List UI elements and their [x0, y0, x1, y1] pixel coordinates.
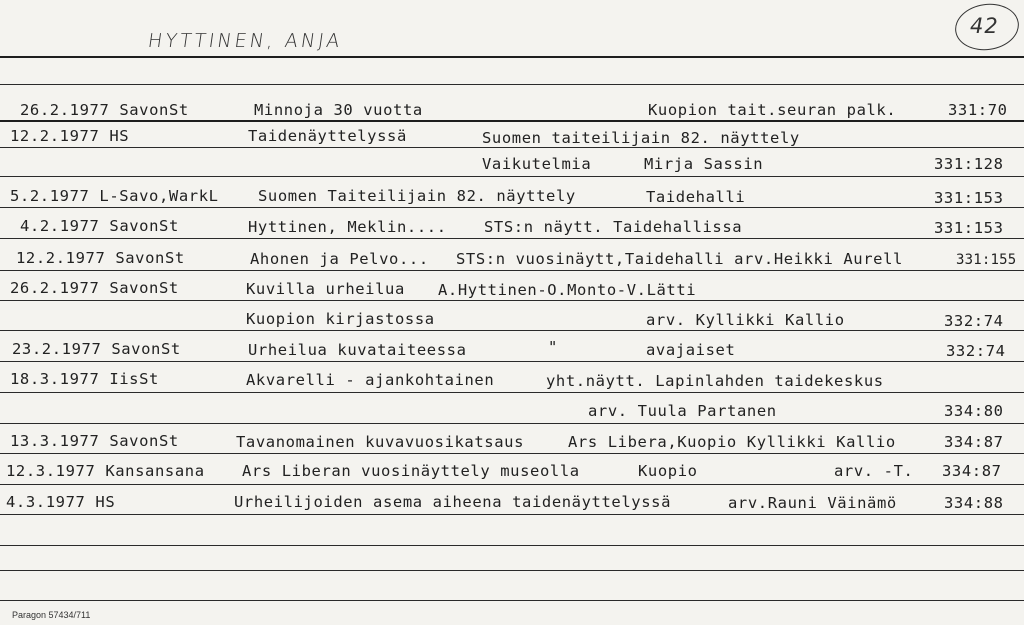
entry-ref: 334:88 — [944, 494, 1004, 512]
rule-line — [0, 361, 1024, 362]
entry-title: Hyttinen, Meklin.... — [248, 218, 447, 236]
printer-imprint: Paragon 57434/711 — [12, 610, 91, 620]
rule-line — [0, 84, 1024, 85]
entry-ref: 331:153 — [934, 189, 1004, 207]
entry-title: Urheilijoiden asema aiheena taidenäyttelyssä — [234, 493, 671, 511]
entry-note: Kuopion tait.seuran palk. — [648, 101, 897, 119]
rule-line — [0, 514, 1024, 515]
entry-date: 26.2.1977 SavonSt — [20, 101, 189, 119]
entry-date: 4.2.1977 SavonSt — [20, 217, 179, 235]
entry-note: Taidehalli — [646, 188, 746, 206]
entry-title: Ars Liberan vuosinäyttely museolla — [242, 462, 580, 480]
entry-date: 12.2.1977 SavonSt — [16, 249, 185, 267]
entry-note: arv. Kyllikki Kallio — [646, 311, 845, 329]
entry-title: Ahonen ja Pelvo... — [250, 250, 429, 268]
rule-line — [0, 176, 1024, 177]
entry-title: Minnoja 30 vuotta — [254, 101, 423, 119]
card-number: 42 — [970, 14, 999, 38]
entry-date: 5.2.1977 L-Savo,WarkL — [10, 187, 219, 205]
entry-ref: 331:155 — [956, 252, 1017, 268]
entry-title: Taidenäyttelyssä — [248, 127, 407, 145]
entry-note-2: arv. -T. — [834, 462, 914, 480]
rule-line — [0, 56, 1024, 58]
entry-note: arv.Rauni Väinämö — [728, 494, 897, 512]
entry-note: STS:n vuosinäytt,Taidehalli arv.Heikki Aurell — [456, 250, 903, 268]
rule-line — [0, 570, 1024, 571]
entry-title: Kuopion kirjastossa — [246, 310, 435, 328]
entry-note: arv. Tuula Partanen — [588, 402, 777, 420]
entry-note: Ars Libera,Kuopio Kyllikki Kallio — [568, 433, 896, 451]
ditto-mark: " — [548, 338, 558, 356]
rule-line — [0, 238, 1024, 239]
entry-date: 26.2.1977 SavonSt — [10, 279, 179, 297]
entry-date: 12.2.1977 HS — [10, 127, 130, 145]
entry-ref: 331:70 — [948, 101, 1008, 119]
rule-line — [0, 392, 1024, 393]
rule-line — [0, 300, 1024, 301]
entry-title: Tavanomainen kuvavuosikatsaus — [236, 433, 525, 451]
rule-line — [0, 120, 1024, 122]
entry-note-2: Mirja Sassin — [644, 155, 764, 173]
entry-note: Suomen taiteilijain 82. näyttely — [482, 129, 800, 147]
entry-date: 18.3.1977 IisSt — [10, 370, 159, 388]
entry-note: Vaikutelmia — [482, 155, 592, 173]
entry-title: Akvarelli - ajankohtainen — [246, 371, 495, 389]
entry-ref: 334:87 — [944, 433, 1004, 451]
rule-line — [0, 147, 1024, 148]
entry-ref: 332:74 — [944, 312, 1004, 330]
entry-ref: 331:153 — [934, 219, 1004, 237]
entry-date: 12.3.1977 Kansansana — [6, 462, 205, 480]
entry-note: Kuopio — [638, 462, 698, 480]
entry-note: A.Hyttinen-O.Monto-V.Lätti — [438, 281, 697, 299]
entry-date: 23.2.1977 SavonSt — [12, 340, 181, 358]
rule-line — [0, 270, 1024, 271]
rule-line — [0, 600, 1024, 601]
entry-date: 4.3.1977 HS — [6, 493, 116, 511]
rule-line — [0, 330, 1024, 331]
entry-title: Kuvilla urheilua — [246, 280, 405, 298]
entry-note: STS:n näytt. Taidehallissa — [484, 218, 743, 236]
rule-line — [0, 207, 1024, 208]
entry-ref: 331:128 — [934, 155, 1004, 173]
rule-line — [0, 453, 1024, 454]
entry-date: 13.3.1977 SavonSt — [10, 432, 179, 450]
entry-title: Urheilua kuvataiteessa — [248, 341, 467, 359]
rule-line — [0, 423, 1024, 424]
entry-title: Suomen Taiteilijain 82. näyttely — [258, 187, 576, 205]
rule-line — [0, 545, 1024, 546]
entry-note: yht.näytt. Lapinlahden taidekeskus — [546, 372, 884, 390]
entry-ref: 332:74 — [946, 342, 1006, 360]
entry-ref: 334:87 — [942, 462, 1002, 480]
rule-line — [0, 484, 1024, 485]
entry-ref: 334:80 — [944, 402, 1004, 420]
entry-note: avajaiset — [646, 341, 736, 359]
handwritten-name: HYTTINEN, ANJA — [146, 30, 344, 52]
